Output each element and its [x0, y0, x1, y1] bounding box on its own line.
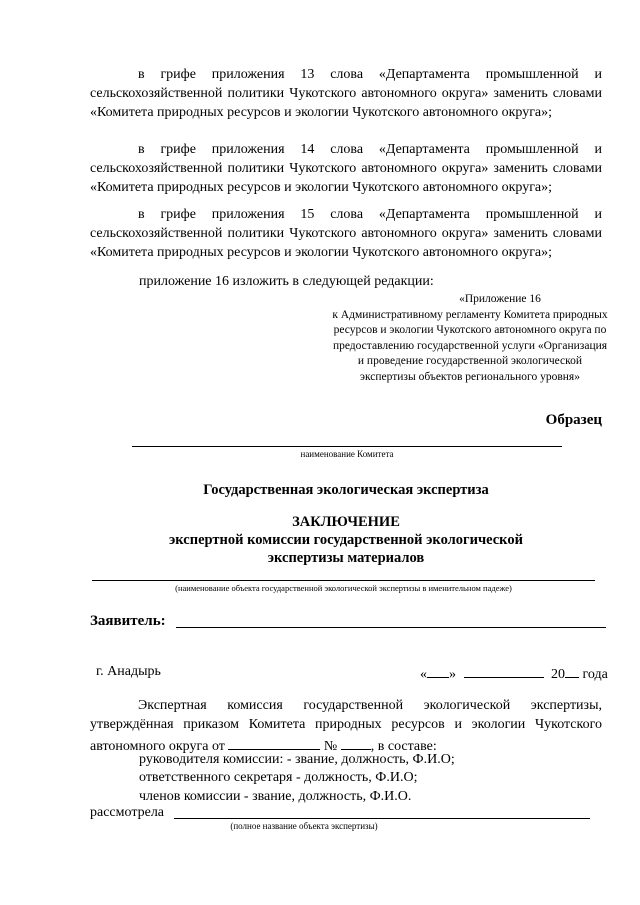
- conclusion-line-2: экспертизы материалов: [267, 550, 425, 566]
- date-close-quote: »: [449, 667, 456, 682]
- year-blank: [565, 663, 579, 678]
- paragraph-appendix-14: в грифе приложения 14 слова «Департамента промышленной и сельскохозяйственной политики Чукотского автономного округа» заменить словами «Комитета природных ресурсов и экологии Чукотского автономного округа»;: [90, 142, 602, 195]
- reviewed-label: рассмотрела: [90, 805, 165, 820]
- appendix-text: к Административному регламенту Комитета природных ресурсов и экологии Чукотского автономного округа по предоставлению государственной услуги «Организация и проведение государственной экологической экспертизы объектов регионального уровня»: [332, 308, 608, 383]
- object-caption: (наименование объекта государственной экологической экспертизы в именительном падеже): [175, 583, 512, 593]
- date-open-quote: «: [420, 667, 427, 682]
- order-date-blank: [228, 735, 320, 750]
- date-field: [420, 663, 608, 684]
- year-suffix: года: [582, 667, 608, 682]
- paragraph-appendix-15: в грифе приложения 15 слова «Департамента промышленной и сельскохозяйственной политики Чукотского автономного округа» заменить словами «Комитета природных ресурсов и экологии Чукотского автономного округа»;: [90, 207, 602, 260]
- composition-head: руководителя комиссии: - звание, должность, Ф.И.О;: [139, 752, 455, 767]
- composition-members: членов комиссии - звание, должность, Ф.И.О.: [139, 789, 412, 804]
- number-sign: №: [323, 738, 338, 754]
- city: г. Анадырь: [96, 664, 161, 679]
- applicant-line: [176, 627, 606, 628]
- applicant-label: Заявитель:: [90, 613, 166, 629]
- object-name-line: [92, 580, 595, 581]
- year-prefix: 20: [551, 667, 565, 682]
- paragraph-appendix-13: в грифе приложения 13 слова «Департамента промышленной и сельскохозяйственной политики Чукотского автономного округа» заменить словами «Комитета природных ресурсов и экологии Чукотского автономного округа»;: [90, 67, 602, 120]
- conclusion-title: ЗАКЛЮЧЕНИЕ: [292, 514, 400, 530]
- day-blank: [427, 663, 449, 678]
- appendix-16-line: приложение 16 изложить в следующей редакции:: [139, 274, 434, 289]
- conclusion-line-1: экспертной комиссии государственной экологической: [169, 532, 523, 548]
- commission-paragraph: Экспертная комиссия государственной экологической экспертизы, утверждённая приказом Комитета природных ресурсов и экологии Чукотского автономного округа от № , в составе:: [90, 698, 602, 754]
- committee-name-line: [132, 446, 562, 447]
- appendix-title: «Приложение 16: [459, 293, 541, 305]
- appendix-header: [330, 292, 610, 385]
- committee-caption: наименование Комитета: [300, 449, 394, 459]
- month-blank: [464, 663, 544, 678]
- sample-label: Образец: [545, 412, 602, 428]
- full-name-caption: (полное название объекта экспертизы): [230, 821, 378, 831]
- composition-secretary: ответственного секретаря - должность, Ф.И.О;: [139, 770, 418, 785]
- order-number-blank: [341, 735, 371, 750]
- gee-title: Государственная экологическая экспертиза: [203, 482, 489, 498]
- object-full-name-line: [174, 818, 590, 819]
